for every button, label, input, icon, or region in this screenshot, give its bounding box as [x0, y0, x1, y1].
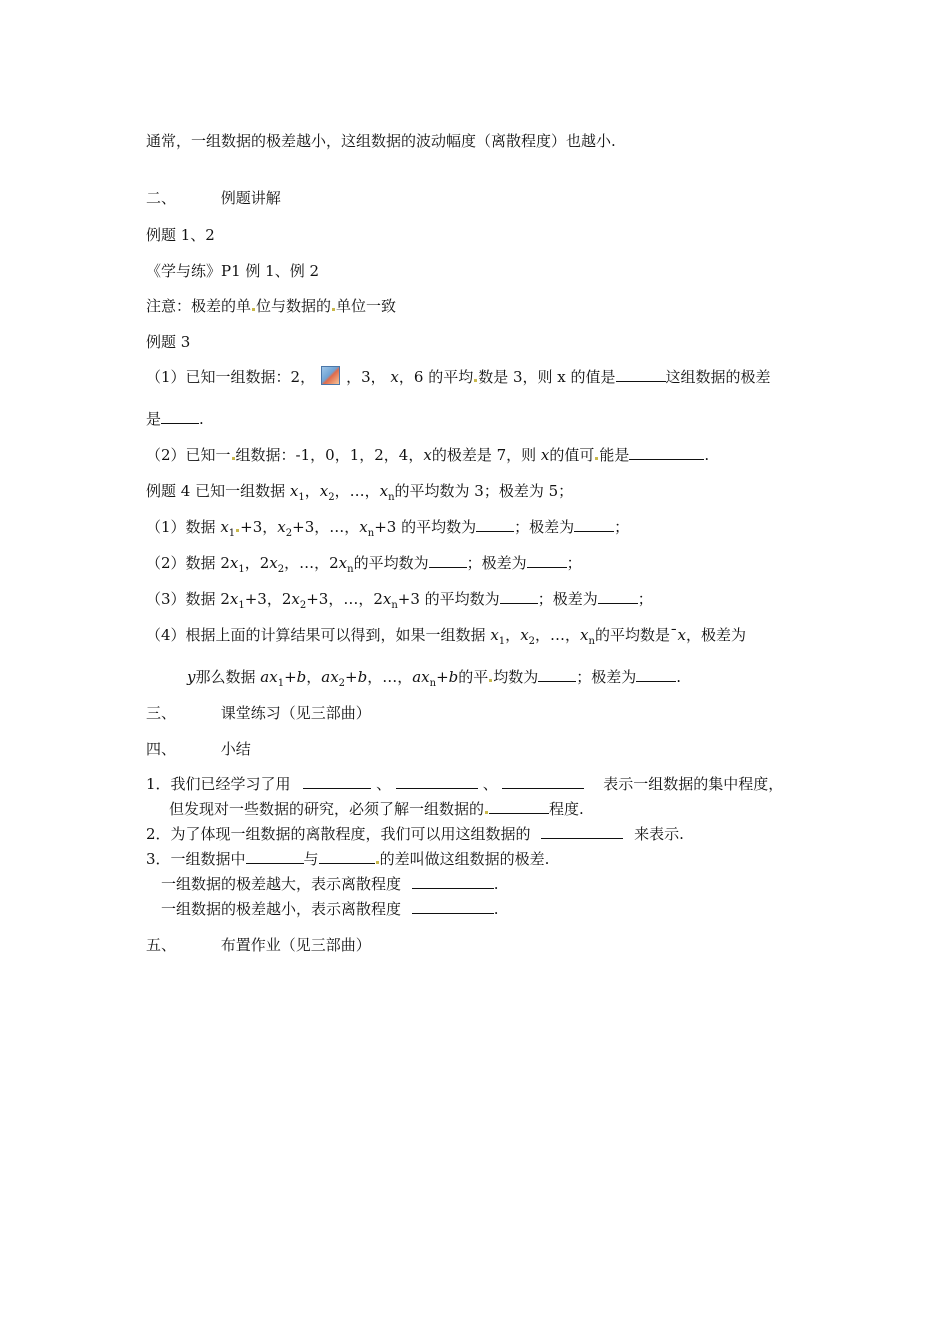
example-4-title: 例题 4 已知一组数据 $x_1$，$x_2$，…，$x_n$的平均数为 3；极差为 5；: [146, 482, 574, 503]
intro-text: 通常，一组数据的极差越小，这组数据的波动幅度（离散程度）也越小.: [146, 132, 616, 150]
mark-dot: [332, 308, 335, 311]
answer-blank[interactable]: [246, 849, 304, 864]
section-number: 二、: [146, 189, 177, 207]
section-2-heading: [146, 188, 281, 208]
summary-item-4: 一组数据的极差越大，表示离散程度 .: [161, 875, 499, 893]
answer-blank[interactable]: [616, 367, 666, 382]
example-4-question-4-cont: y那么数据 $ax_1+b$，$ax_2+b$，…，$ax_n+b$的平 均数为 ；极差为 .: [187, 668, 682, 689]
answer-blank[interactable]: [412, 874, 494, 889]
example-4-question-2: （2）数据 $2x_1$，$2x_2$，…，$2x_n$的平均数为 ；极差为 ；: [146, 554, 582, 575]
answer-blank[interactable]: [527, 553, 567, 568]
mark-dot: [376, 861, 379, 864]
example-4-question-1: （1）数据 $x_1 +3$，$x_2+3$，…，$x_n+3$ 的平均数为 ；极差为 ；: [146, 518, 630, 539]
answer-blank[interactable]: [489, 799, 549, 814]
summary-item-1-cont: 但发现对一些数据的研究，必须了解一组数据的 程度.: [169, 800, 584, 818]
var-x: x: [390, 368, 399, 386]
example-3-question-2: （2）已知一 组数据：-1，0，1，2，4，x的极差是 7，则 x的值可 能是 .: [146, 446, 710, 464]
example-1-2-reference: 《学与练》P1 例 1、例 2: [146, 262, 320, 280]
answer-blank[interactable]: [541, 824, 623, 839]
mark-dot: [236, 529, 239, 532]
answer-blank[interactable]: [303, 774, 371, 789]
answer-blank[interactable]: [412, 899, 494, 914]
section-5-heading: 五、 布置作业（见三部曲）: [146, 936, 371, 954]
example-4-question-4: （4）根据上面的计算结果可以得到，如果一组数据 $x_1$，$x_2$，…，$x_n$的平均数是¯x，极差为: [146, 626, 746, 647]
example-3-question-1: （1）已知一组数据：2， ，3， x，6 的平均 数是 3，则 x 的值是 这组数据的极差: [146, 368, 771, 386]
answer-blank[interactable]: [500, 589, 538, 604]
section-title: 例题讲解: [220, 189, 281, 207]
answer-blank[interactable]: [502, 774, 584, 789]
example-3-title: 例题 3: [146, 333, 191, 351]
units-note: 注意：极差的单 位与数据的 单位一致: [146, 297, 397, 315]
mark-dot: [489, 679, 492, 682]
mark-dot: [474, 379, 477, 382]
answer-blank[interactable]: [429, 553, 467, 568]
formula-image-icon: [321, 366, 340, 385]
example-3-question-1-cont: 是 .: [146, 410, 204, 428]
answer-blank[interactable]: [598, 589, 638, 604]
mark-dot: [232, 457, 235, 460]
answer-blank[interactable]: [629, 445, 704, 460]
answer-blank[interactable]: [319, 849, 375, 864]
answer-blank[interactable]: [636, 667, 676, 682]
example-4-question-3: （3）数据 $2x_1+3$，$2x_2+3$，…，$2x_n+3$ 的平均数为 ；极差为 ；: [146, 590, 653, 611]
section-3-heading: 三、 课堂练习（见三部曲）: [146, 704, 371, 722]
mark-dot: [485, 811, 488, 814]
answer-blank[interactable]: [161, 409, 199, 424]
answer-blank[interactable]: [574, 517, 614, 532]
summary-item-2: 2．为了体现一组数据的离散程度，我们可以用这组数据的 来表示.: [146, 825, 684, 843]
example-1-2-title: 例题 1、2: [146, 226, 215, 244]
mark-dot: [595, 457, 598, 460]
answer-blank[interactable]: [396, 774, 478, 789]
summary-item-5: 一组数据的极差越小，表示离散程度 .: [161, 900, 499, 918]
mark-dot: [252, 308, 255, 311]
answer-blank[interactable]: [476, 517, 514, 532]
summary-item-3: 3．一组数据中 与 的差叫做这组数据的极差.: [146, 850, 550, 868]
summary-item-1: 1．我们已经学习了用 、 、 表示一组数据的集中程度，: [146, 775, 784, 793]
section-4-heading: 四、 小结: [146, 740, 251, 758]
answer-blank[interactable]: [538, 667, 576, 682]
